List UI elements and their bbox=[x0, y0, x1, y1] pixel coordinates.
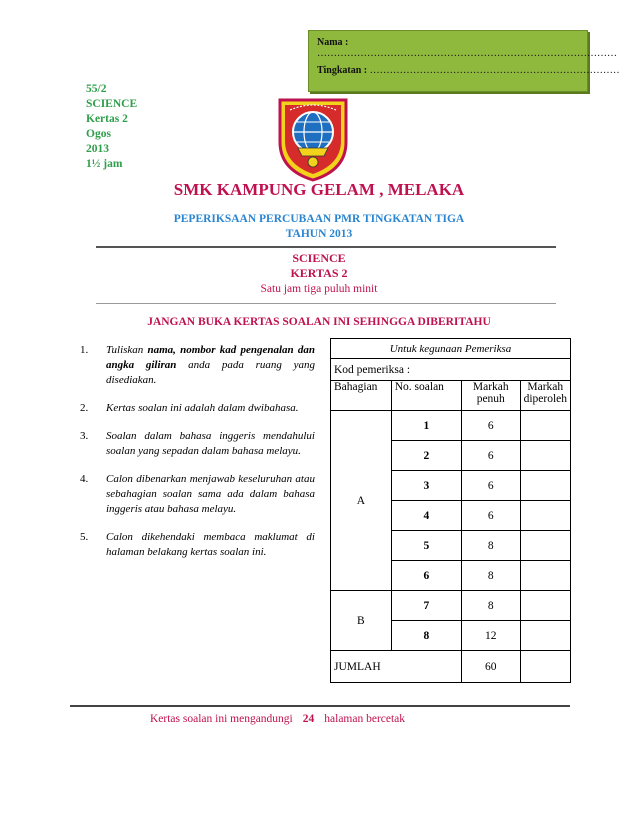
paper-year: 2013 bbox=[86, 143, 109, 155]
total-full-marks: 60 bbox=[461, 651, 520, 683]
instructions-list bbox=[80, 343, 315, 573]
name-form-box bbox=[308, 30, 620, 92]
instruction-item bbox=[80, 343, 315, 388]
table-row bbox=[331, 591, 571, 621]
subject-block bbox=[0, 251, 638, 281]
marks-obtained-cell[interactable] bbox=[520, 501, 570, 531]
footer-text-post: halaman bercetak bbox=[324, 713, 406, 725]
section-b-label: B bbox=[331, 591, 392, 651]
instruction-text: Tuliskan bbox=[106, 344, 148, 356]
marks-obtained-cell[interactable] bbox=[520, 411, 570, 441]
instruction-item bbox=[80, 401, 315, 416]
instruction-text: anda pada ruang yang disediakan. bbox=[106, 359, 315, 386]
question-no: 2 bbox=[391, 441, 461, 471]
question-no: 8 bbox=[391, 621, 461, 651]
instruction-bold-text: nama, nombor kad pengenalan dan angka giliran bbox=[106, 344, 315, 371]
name-dots: ……………………………………………………………………………… bbox=[317, 48, 617, 59]
total-obtained-cell[interactable] bbox=[520, 651, 570, 683]
instruction-number: 5. bbox=[80, 531, 89, 543]
form-dots: ………………………………………………………………… bbox=[369, 65, 620, 76]
question-no: 4 bbox=[391, 501, 461, 531]
school-logo bbox=[268, 92, 358, 182]
marks-obtained-cell[interactable] bbox=[520, 591, 570, 621]
instruction-text: Calon dikehendaki membaca maklumat di halaman belakang kertas soalan ini. bbox=[106, 531, 315, 558]
form-label: Tingkatan : bbox=[317, 65, 368, 76]
examiner-code-field[interactable]: Kod pemeriksa : bbox=[331, 359, 571, 381]
instruction-number: 4. bbox=[80, 473, 89, 485]
instruction-text: Calon dibenarkan menjawab keseluruhan atau sebahagian soalan sama ada dalam bahasa inggeris atau bahasa melayu. bbox=[106, 473, 315, 515]
examiner-table bbox=[330, 338, 571, 683]
question-no: 5 bbox=[391, 531, 461, 561]
paper-number: Kertas 2 bbox=[86, 113, 128, 125]
marks-obtained-cell[interactable] bbox=[520, 471, 570, 501]
paper-code: 55/2 bbox=[86, 83, 107, 95]
instruction-item bbox=[80, 429, 315, 459]
subject-name: SCIENCE bbox=[292, 251, 346, 265]
table-row bbox=[331, 411, 571, 441]
full-marks: 8 bbox=[461, 561, 520, 591]
divider-top bbox=[96, 246, 556, 248]
instruction-text: Kertas soalan ini adalah dalam dwibahasa. bbox=[106, 402, 299, 414]
subject-duration: Satu jam tiga puluh minit bbox=[260, 283, 378, 295]
full-marks: 8 bbox=[461, 531, 520, 561]
instruction-number: 3. bbox=[80, 430, 89, 442]
header-section: Bahagian bbox=[331, 381, 392, 411]
name-line[interactable] bbox=[317, 37, 617, 59]
paper-time: 1½ jam bbox=[86, 158, 123, 170]
question-no: 6 bbox=[391, 561, 461, 591]
full-marks: 8 bbox=[461, 591, 520, 621]
subject-paper: KERTAS 2 bbox=[290, 266, 348, 280]
page-count: 24 bbox=[302, 713, 315, 725]
marks-obtained-cell[interactable] bbox=[520, 441, 570, 471]
question-no: 7 bbox=[391, 591, 461, 621]
exam-title-line1: PEPERIKSAAN PERCUBAAN PMR TINGKATAN TIGA bbox=[173, 213, 465, 225]
instruction-number: 1. bbox=[80, 344, 89, 356]
instruction-item bbox=[80, 530, 315, 560]
total-label: JUMLAH bbox=[331, 651, 462, 683]
warning-text: JANGAN BUKA KERTAS SOALAN INI SEHINGGA DIBERITAHU bbox=[147, 316, 491, 328]
full-marks: 6 bbox=[461, 471, 520, 501]
marks-obtained-cell[interactable] bbox=[520, 621, 570, 651]
instruction-number: 2. bbox=[80, 402, 89, 414]
exam-title-line2: TAHUN 2013 bbox=[285, 228, 353, 240]
school-name: SMK KAMPUNG GELAM , MELAKA bbox=[173, 180, 465, 199]
full-marks: 6 bbox=[461, 441, 520, 471]
header-marks-obtained: Markah diperoleh bbox=[520, 381, 570, 411]
marks-obtained-cell[interactable] bbox=[520, 531, 570, 561]
full-marks: 6 bbox=[461, 501, 520, 531]
exam-title bbox=[0, 212, 638, 242]
form-line[interactable] bbox=[317, 65, 620, 76]
name-label: Nama : bbox=[317, 37, 349, 48]
question-no: 3 bbox=[391, 471, 461, 501]
header-full-marks: Markah penuh bbox=[461, 381, 520, 411]
footer-text-pre: Kertas soalan ini mengandungi bbox=[150, 713, 293, 725]
question-no: 1 bbox=[391, 411, 461, 441]
divider-middle bbox=[96, 303, 556, 304]
total-row bbox=[331, 651, 571, 683]
paper-month: Ogos bbox=[86, 128, 111, 140]
paper-code-block bbox=[86, 82, 137, 172]
header-question-no: No. soalan bbox=[391, 381, 461, 411]
section-a-label: A bbox=[331, 411, 392, 591]
full-marks: 6 bbox=[461, 411, 520, 441]
page-count-footer bbox=[150, 713, 405, 725]
table-caption: Untuk kegunaan Pemeriksa bbox=[331, 339, 571, 359]
divider-bottom bbox=[70, 705, 570, 707]
paper-subject: SCIENCE bbox=[86, 98, 138, 110]
full-marks: 12 bbox=[461, 621, 520, 651]
instruction-item bbox=[80, 472, 315, 517]
marks-obtained-cell[interactable] bbox=[520, 561, 570, 591]
instruction-text: Soalan dalam bahasa inggeris mendahului soalan yang sepadan dalam bahasa melayu. bbox=[106, 430, 315, 457]
